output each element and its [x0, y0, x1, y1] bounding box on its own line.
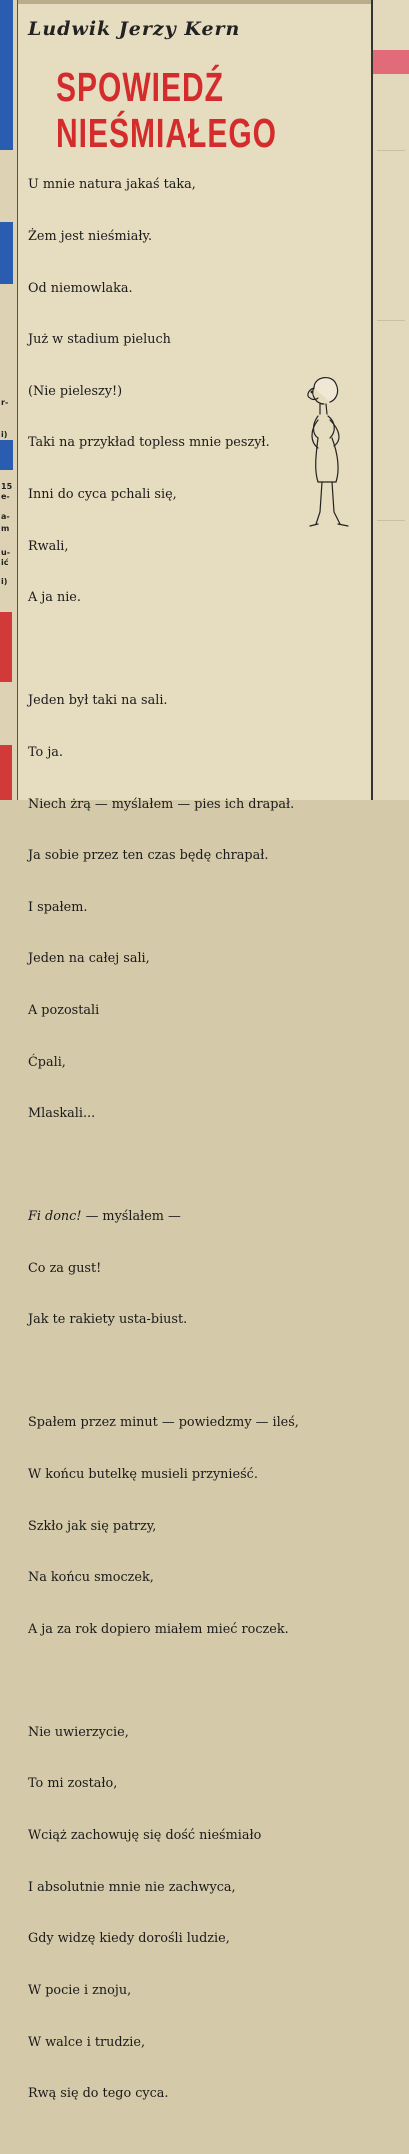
poem-line: Mlaskali... [28, 1106, 96, 1122]
pink-block [373, 50, 409, 74]
poem-line: Rwali, [28, 538, 69, 554]
poem-line: Już w stadium pieluch [28, 332, 171, 348]
poem-line: To mi zostało, [28, 1776, 118, 1792]
strip-text: i) [1, 430, 8, 439]
poem-line: I absolutnie mnie nie zachwyca, [28, 1879, 236, 1895]
poem-line: W pocie i znoju, [28, 1982, 132, 1998]
poem-line: Niech żrą — myślałem — pies ich drapał. [28, 796, 295, 812]
poem-title: SPOWIEDŹ NIEŚMIAŁEGO [56, 66, 278, 157]
poem-line: A ja za rok dopiero miałem mieć roczek. [28, 1621, 289, 1637]
poem-line-italic [28, 1208, 358, 1225]
strip-text: e- [1, 492, 10, 501]
poem-line: A ja nie. [28, 590, 81, 606]
strip-text: r- [1, 398, 9, 407]
poem-line: Inni do cyca pchali się, [28, 487, 177, 503]
stanza-5 [28, 1689, 358, 2136]
blue-block-middle [0, 222, 13, 284]
stanza-2 [28, 658, 358, 1157]
poem-line: Na końcu smoczek, [28, 1570, 154, 1586]
left-column-fragment [0, 0, 18, 800]
poem-line: W końcu butelkę musieli przynieść. [28, 1467, 258, 1483]
column-line [377, 520, 405, 521]
poem-line: Jak te rakiety usta-biust. [28, 1312, 188, 1328]
blue-block-top [0, 0, 13, 150]
poem-line: To ja. [28, 744, 63, 760]
stanza-4 [28, 1380, 358, 1672]
strip-text: ić [1, 558, 9, 567]
strip-text: u- [1, 548, 11, 557]
blue-block-lower [0, 440, 13, 470]
poem-line: Co za gust! [28, 1260, 102, 1276]
poem-line: Żem jest nieśmiały. [28, 229, 153, 245]
right-column-fragment [371, 0, 409, 800]
column-line [377, 150, 405, 151]
woman-illustration [300, 374, 362, 534]
strip-text: 15 [1, 482, 13, 491]
poem-line: Gdy widzę kiedy dorośli ludzie, [28, 1931, 230, 1947]
poem-line: U mnie natura jakaś taka, [28, 177, 196, 193]
strip-text: i) [1, 577, 8, 586]
top-rule [17, 0, 373, 4]
poem-line: Rwą się do tego cyca. [28, 2086, 169, 2102]
poem-line: W walce i trudzie, [28, 2034, 146, 2050]
author-name: Ludwik Jerzy Kern [28, 18, 241, 40]
red-block-bottom [0, 745, 12, 800]
strip-text: a- [1, 512, 10, 521]
poem-line: (Nie pieleszy!) [28, 383, 123, 399]
poem-line: I spałem. [28, 899, 88, 915]
stanza-3 [28, 1174, 358, 1363]
poem-line: Od niemowlaka. [28, 280, 133, 296]
poem-line: Jeden był taki na sali. [28, 693, 168, 709]
poem-line: Spałem przez minut — powiedzmy — ileś, [28, 1415, 299, 1431]
poem-line: Ja sobie przez ten czas będę chrapał. [28, 848, 269, 864]
poem-line: Wciąż zachowuję się dość nieśmiało [28, 1828, 262, 1844]
italic-fragment: Fi donc! [28, 1209, 82, 1225]
poem-line: Nie uwierzycie, [28, 1724, 129, 1740]
column-line [377, 320, 405, 321]
line-rest: — myślałem — [81, 1209, 181, 1225]
strip-text: m [1, 524, 10, 533]
poem-line: Ćpali, [28, 1054, 66, 1070]
poem-line: A pozostali [28, 1002, 100, 1018]
red-block [0, 612, 12, 682]
poem-line: Szkło jak się patrzy, [28, 1518, 157, 1534]
poem-line: Taki na przykład topless mnie peszył. [28, 435, 270, 451]
poem-line: Jeden na całej sali, [28, 951, 150, 967]
